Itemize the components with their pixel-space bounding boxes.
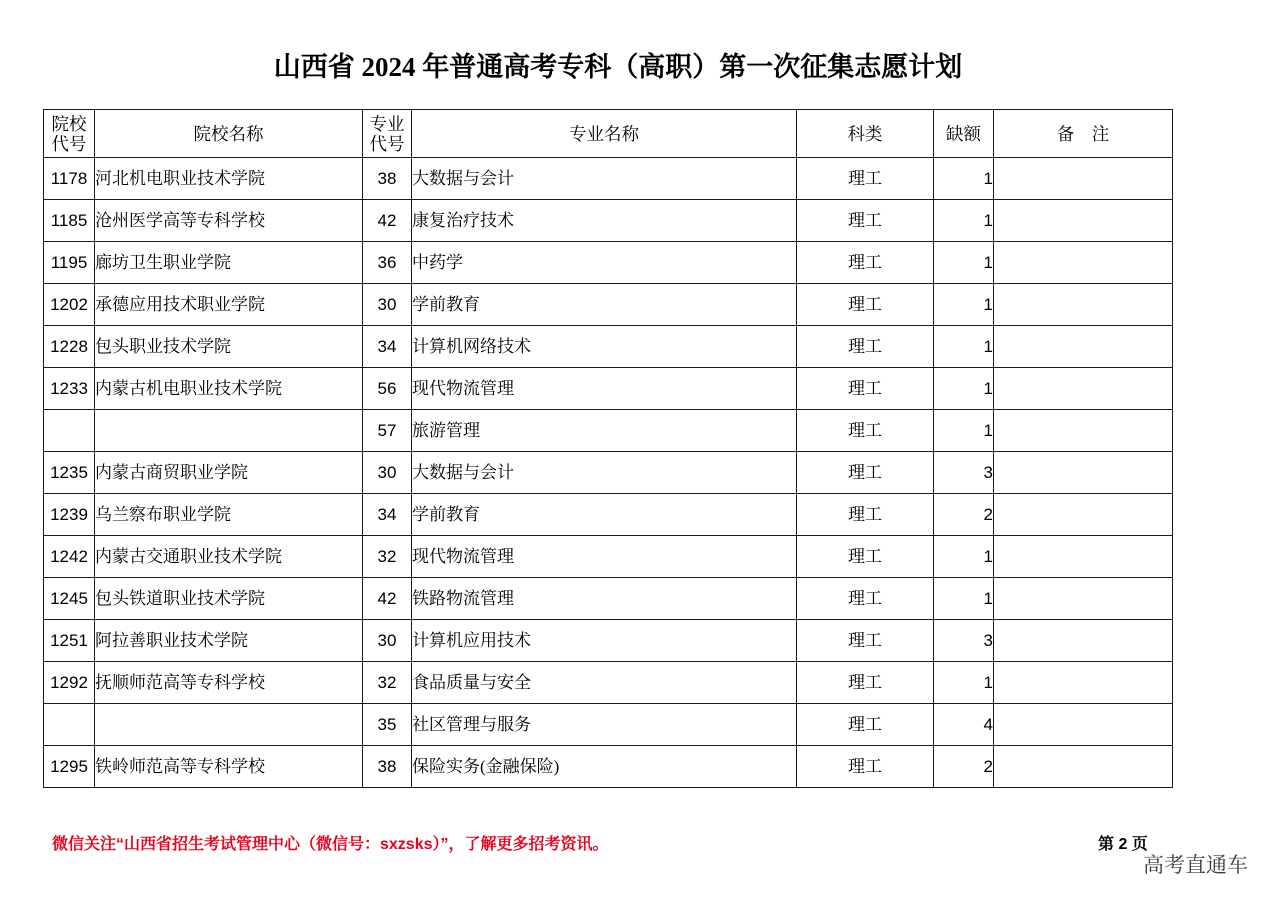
major-code-cell: 30: [363, 620, 412, 662]
vacancies-cell: 1: [934, 578, 994, 620]
header-major-code-line2: 代号: [369, 133, 405, 154]
school-code-cell: 1295: [44, 746, 95, 788]
wechat-notice: 微信关注“山西省招生考试管理中心（微信号：sxzsks）”，了解更多招考资讯。: [52, 836, 609, 853]
table-row: [44, 746, 1173, 788]
header-row: [44, 110, 1173, 158]
major-code-cell: 42: [363, 200, 412, 242]
school-code-cell: 1228: [44, 326, 95, 368]
remarks-cell: [994, 578, 1173, 620]
major-name-cell: 计算机网络技术: [412, 326, 797, 368]
school-name-cell: 河北机电职业技术学院: [95, 158, 363, 200]
category-cell: 理工: [797, 284, 934, 326]
category-cell: 理工: [797, 620, 934, 662]
page-title: 山西省 2024 年普通高考专科（高职）第一次征集志愿计划: [273, 52, 963, 82]
major-name-cell: 大数据与会计: [412, 158, 797, 200]
vacancies-cell: 1: [934, 326, 994, 368]
major-name-cell: 中药学: [412, 242, 797, 284]
table-row: [44, 578, 1173, 620]
school-name-cell: 内蒙古机电职业技术学院: [95, 368, 363, 410]
vacancies-cell: 2: [934, 746, 994, 788]
school-code-cell: 1292: [44, 662, 95, 704]
school-name-cell: 沧州医学高等专科学校: [95, 200, 363, 242]
table-row: [44, 242, 1173, 284]
major-code-cell: 30: [363, 452, 412, 494]
category-cell: 理工: [797, 158, 934, 200]
school-name-cell: 内蒙古商贸职业学院: [95, 452, 363, 494]
major-code-cell: 34: [363, 494, 412, 536]
header-school-name: 院校名称: [95, 110, 363, 158]
table-row: [44, 452, 1173, 494]
school-name-cell: 包头铁道职业技术学院: [95, 578, 363, 620]
header-school-code: [44, 110, 95, 158]
table-header: [44, 110, 1173, 158]
remarks-cell: [994, 620, 1173, 662]
school-name-cell: 内蒙古交通职业技术学院: [95, 536, 363, 578]
vacancies-cell: 1: [934, 410, 994, 452]
major-code-cell: 42: [363, 578, 412, 620]
remarks-cell: [994, 494, 1173, 536]
category-cell: 理工: [797, 452, 934, 494]
school-name-cell: [95, 410, 363, 452]
header-remarks: 备 注: [994, 110, 1173, 158]
remarks-cell: [994, 452, 1173, 494]
major-code-cell: 35: [363, 704, 412, 746]
remarks-cell: [994, 536, 1173, 578]
school-code-cell: 1235: [44, 452, 95, 494]
school-code-cell: 1185: [44, 200, 95, 242]
school-code-cell: 1251: [44, 620, 95, 662]
vacancies-cell: 3: [934, 620, 994, 662]
major-code-cell: 34: [363, 326, 412, 368]
table-row: [44, 662, 1173, 704]
school-name-cell: 抚顺师范高等专科学校: [95, 662, 363, 704]
table-row: [44, 536, 1173, 578]
table-row: [44, 326, 1173, 368]
vacancies-cell: 3: [934, 452, 994, 494]
header-school-code-line2: 代号: [51, 133, 87, 154]
school-code-cell: 1202: [44, 284, 95, 326]
table-row: [44, 284, 1173, 326]
vacancies-cell: 2: [934, 494, 994, 536]
category-cell: 理工: [797, 494, 934, 536]
header-major-code: [363, 110, 412, 158]
vacancies-cell: 4: [934, 704, 994, 746]
major-name-cell: 计算机应用技术: [412, 620, 797, 662]
vacancies-cell: 1: [934, 536, 994, 578]
school-code-cell: 1242: [44, 536, 95, 578]
category-cell: 理工: [797, 200, 934, 242]
table-row: [44, 704, 1173, 746]
header-category: 科类: [797, 110, 934, 158]
major-name-cell: 康复治疗技术: [412, 200, 797, 242]
major-code-cell: 56: [363, 368, 412, 410]
remarks-cell: [994, 284, 1173, 326]
major-name-cell: 铁路物流管理: [412, 578, 797, 620]
header-school-code-line1: 院校: [51, 113, 87, 134]
school-code-cell: [44, 410, 95, 452]
table-row: [44, 410, 1173, 452]
vacancies-cell: 1: [934, 200, 994, 242]
header-vacancies: 缺额: [934, 110, 994, 158]
table-row: [44, 158, 1173, 200]
school-code-cell: 1239: [44, 494, 95, 536]
major-name-cell: 现代物流管理: [412, 368, 797, 410]
category-cell: 理工: [797, 578, 934, 620]
category-cell: 理工: [797, 368, 934, 410]
remarks-cell: [994, 704, 1173, 746]
major-name-cell: 大数据与会计: [412, 452, 797, 494]
remarks-cell: [994, 326, 1173, 368]
school-name-cell: 阿拉善职业技术学院: [95, 620, 363, 662]
remarks-cell: [994, 158, 1173, 200]
school-name-cell: [95, 704, 363, 746]
school-name-cell: 乌兰察布职业学院: [95, 494, 363, 536]
major-code-cell: 38: [363, 746, 412, 788]
table-body: [44, 158, 1173, 788]
remarks-cell: [994, 746, 1173, 788]
school-name-cell: 包头职业技术学院: [95, 326, 363, 368]
vacancies-cell: 1: [934, 284, 994, 326]
school-code-cell: 1178: [44, 158, 95, 200]
category-cell: 理工: [797, 410, 934, 452]
major-name-cell: 旅游管理: [412, 410, 797, 452]
table-row: [44, 200, 1173, 242]
vacancies-cell: 1: [934, 158, 994, 200]
header-major-name: 专业名称: [412, 110, 797, 158]
major-name-cell: 现代物流管理: [412, 536, 797, 578]
major-name-cell: 学前教育: [412, 284, 797, 326]
category-cell: 理工: [797, 536, 934, 578]
category-cell: 理工: [797, 242, 934, 284]
major-name-cell: 保险实务(金融保险): [412, 746, 797, 788]
remarks-cell: [994, 662, 1173, 704]
major-name-cell: 食品质量与安全: [412, 662, 797, 704]
category-cell: 理工: [797, 704, 934, 746]
table-row: [44, 368, 1173, 410]
vacancies-cell: 1: [934, 368, 994, 410]
category-cell: 理工: [797, 662, 934, 704]
major-code-cell: 32: [363, 662, 412, 704]
major-name-cell: 社区管理与服务: [412, 704, 797, 746]
page-number: 第 2 页: [1098, 836, 1148, 853]
school-name-cell: 承德应用技术职业学院: [95, 284, 363, 326]
school-code-cell: 1245: [44, 578, 95, 620]
major-code-cell: 38: [363, 158, 412, 200]
school-name-cell: 廊坊卫生职业学院: [95, 242, 363, 284]
school-code-cell: [44, 704, 95, 746]
table-row: [44, 494, 1173, 536]
enrollment-plan-table: [43, 109, 1173, 788]
school-code-cell: 1195: [44, 242, 95, 284]
watermark: 高考直通车: [1143, 854, 1248, 877]
school-name-cell: 铁岭师范高等专科学校: [95, 746, 363, 788]
vacancies-cell: 1: [934, 242, 994, 284]
major-code-cell: 32: [363, 536, 412, 578]
remarks-cell: [994, 410, 1173, 452]
remarks-cell: [994, 242, 1173, 284]
category-cell: 理工: [797, 746, 934, 788]
header-major-code-line1: 专业: [369, 113, 405, 134]
major-code-cell: 36: [363, 242, 412, 284]
category-cell: 理工: [797, 326, 934, 368]
school-code-cell: 1233: [44, 368, 95, 410]
vacancies-cell: 1: [934, 662, 994, 704]
remarks-cell: [994, 368, 1173, 410]
major-code-cell: 30: [363, 284, 412, 326]
remarks-cell: [994, 200, 1173, 242]
table-row: [44, 620, 1173, 662]
major-name-cell: 学前教育: [412, 494, 797, 536]
major-code-cell: 57: [363, 410, 412, 452]
